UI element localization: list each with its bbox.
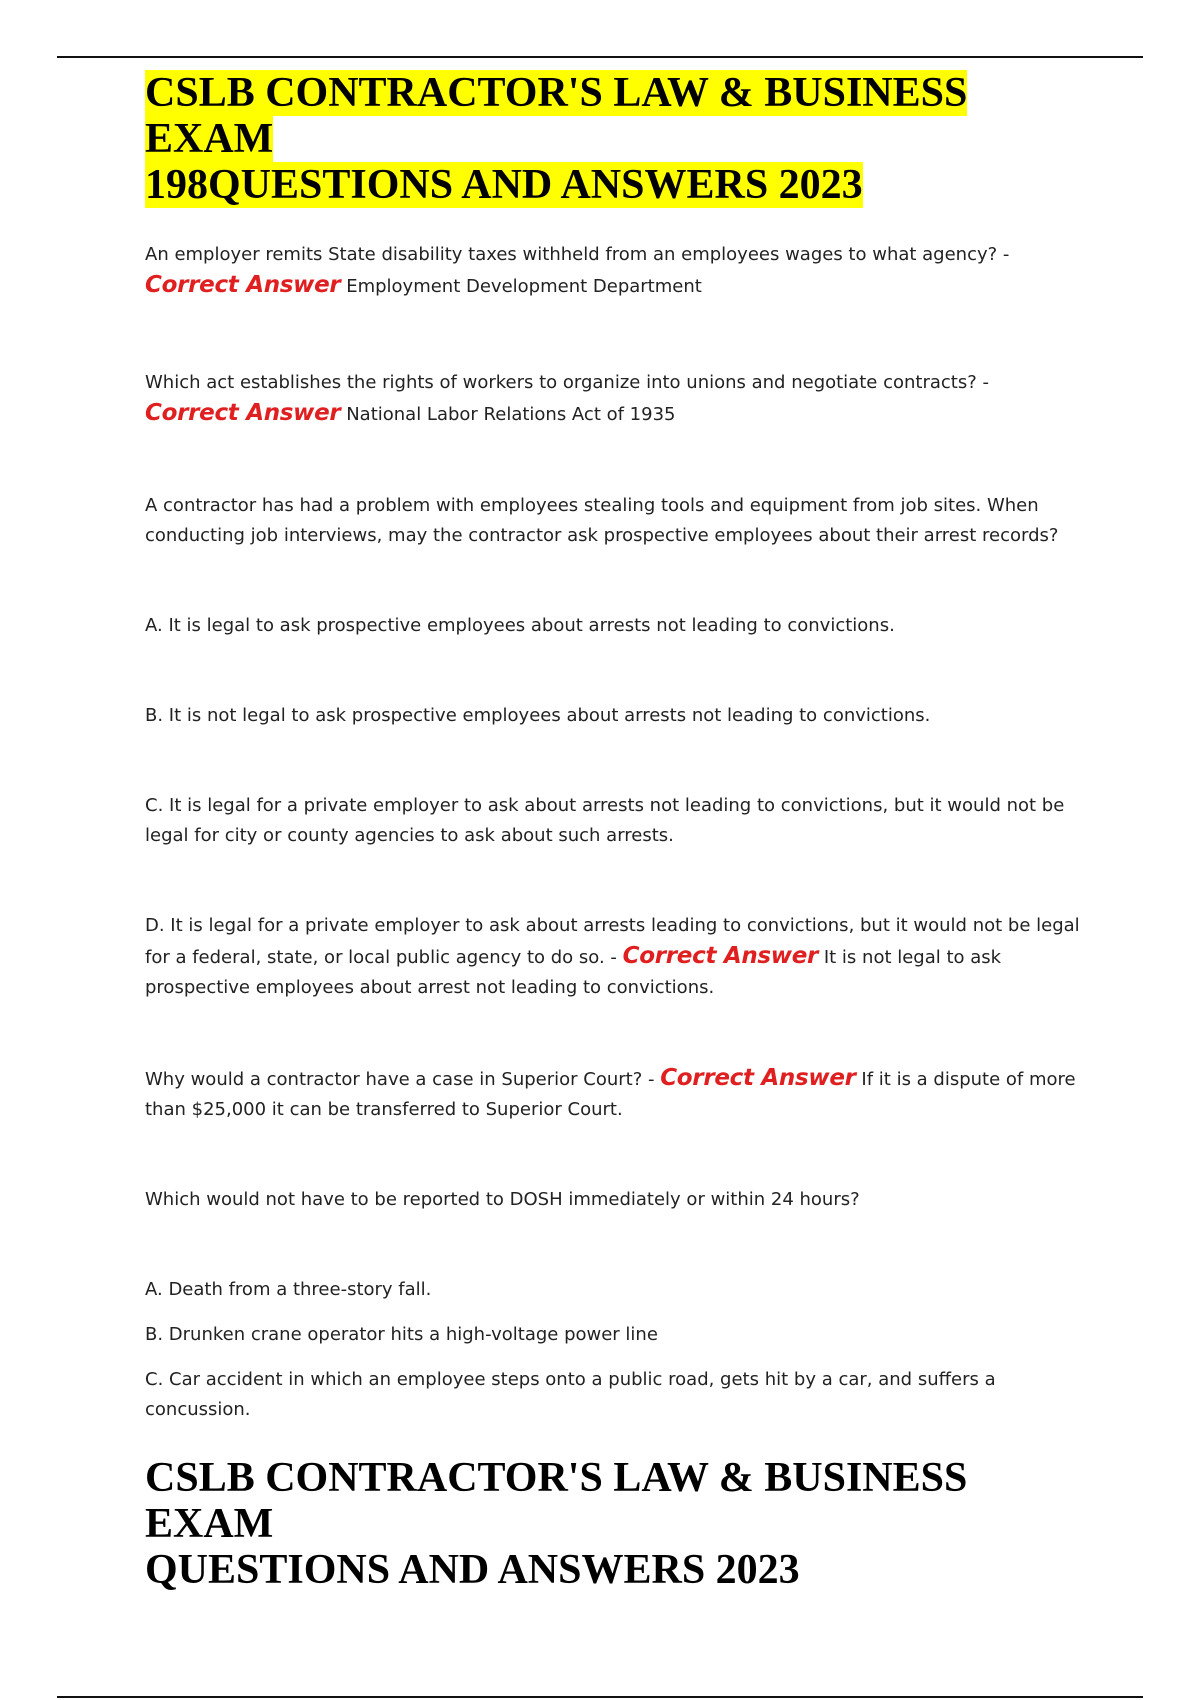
footer-heading-line-1: CSLB CONTRACTOR'S LAW & BUSINESS EXAM: [145, 1455, 968, 1547]
question-3-option-d-text: D. It is legal for a private employer to ask about arrests leading to convictions, but it would not be legal for a federal, state, or local public agency to do so. -: [145, 915, 1080, 968]
question-3: [145, 491, 1085, 551]
question-2: [145, 368, 1085, 430]
document-title-line-2: 198QUESTIONS AND ANSWERS 2023: [145, 162, 863, 208]
footer-heading-line-2: QUESTIONS AND ANSWERS 2023: [145, 1547, 800, 1593]
question-5-text: Which would not have to be reported to DOSH immediately or within 24 hours?: [145, 1189, 860, 1210]
document-title-line-1: CSLB CONTRACTOR'S LAW & BUSINESS EXAM: [145, 70, 968, 162]
document-body: [145, 70, 1085, 1593]
correct-answer-label: Correct Answer: [660, 1065, 856, 1091]
document-title: [145, 70, 1085, 208]
question-3-text: A contractor has had a problem with employees stealing tools and equipment from job sites. When conducting job interviews, may the contractor ask prospective employees about their arrest records?: [145, 495, 1059, 546]
question-3-option-d: [145, 911, 1085, 1003]
question-5-option-a: A. Death from a three-story fall.: [145, 1279, 432, 1300]
question-3-answer: It is not legal to ask prospective employees about arrest not leading to convictions.: [145, 947, 1002, 998]
question-1-text: An employer remits State disability taxes withheld from an employees wages to what agency? -: [145, 244, 1010, 265]
question-2-answer: National Labor Relations Act of 1935: [346, 404, 676, 425]
question-5-option-b: B. Drunken crane operator hits a high-voltage power line: [145, 1324, 658, 1345]
question-1: [145, 240, 1085, 302]
top-rule: [57, 56, 1143, 58]
question-3-option-b: B. It is not legal to ask prospective employees about arrests not leading to convictions.: [145, 705, 931, 726]
question-5: [145, 1185, 1085, 1215]
correct-answer-label: Correct Answer: [145, 400, 341, 426]
question-4-text: Why would a contractor have a case in Superior Court? -: [145, 1069, 655, 1090]
question-4-answer: If it is a dispute of more than $25,000 it can be transferred to Superior Court.: [145, 1069, 1076, 1120]
footer-heading: [145, 1455, 1085, 1593]
question-5-option-c: C. Car accident in which an employee steps onto a public road, gets hit by a car, and suffers a concussion.: [145, 1369, 996, 1420]
bottom-rule: [57, 1696, 1143, 1698]
correct-answer-label: Correct Answer: [145, 272, 341, 298]
correct-answer-label: Correct Answer: [622, 943, 819, 969]
question-4: [145, 1063, 1085, 1125]
question-2-text: Which act establishes the rights of workers to organize into unions and negotiate contracts? -: [145, 372, 989, 393]
question-3-option-a: A. It is legal to ask prospective employees about arrests not leading to convictions.: [145, 615, 895, 636]
question-1-answer: Employment Development Department: [346, 276, 702, 297]
question-3-option-c: C. It is legal for a private employer to ask about arrests not leading to convictions, but it would not be legal for city or county agencies to ask about such arrests.: [145, 795, 1065, 846]
